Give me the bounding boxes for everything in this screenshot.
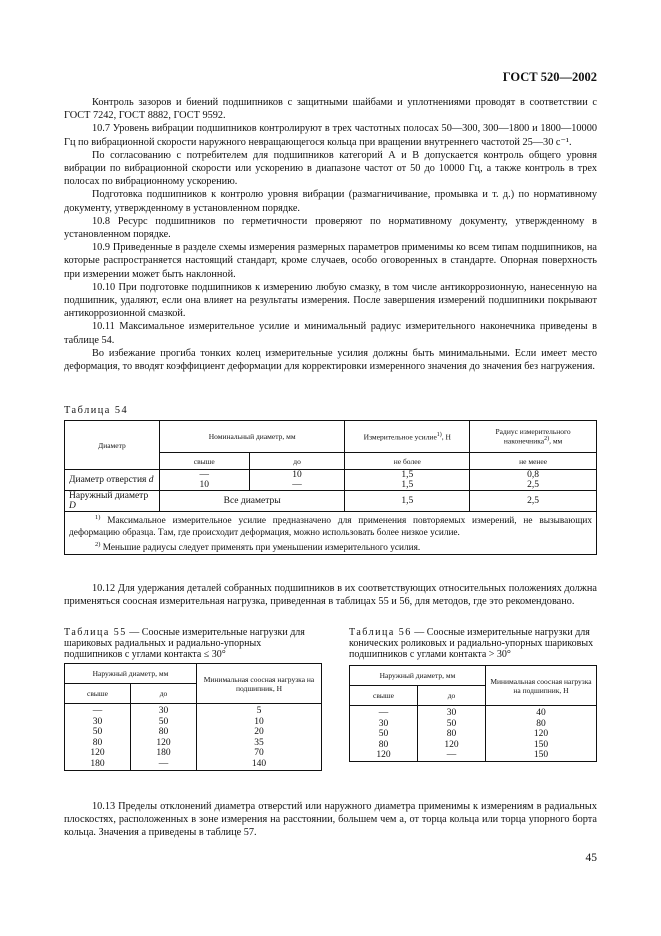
cell-value: 10 [199,480,210,490]
paragraph: 10.13 Пределы отклонений диаметра отверстий или наружного диаметра применимы к измерениям в радиальных плоскостях, расположенных в зоне измерения на расстоянии, большем чем а, от торца кольца или торца упорного борта кольца. Значения а приведены в таблице 57. [64,801,597,839]
cell-value: 30 [446,708,457,718]
header-force [345,421,470,453]
cell-value: — [378,708,389,718]
paragraph: 10.11 Максимальное измерительное усилие и минимальный радиус измерительного наконечника приведены в таблице 54. [64,321,597,346]
cell-all-diameters: Все диаметры [159,491,345,512]
table-54 [64,420,597,555]
header-over: свыше [65,684,131,704]
header-to: до [249,453,345,470]
header-over: свыше [350,686,418,706]
table56-title-text: — Соосные измерительные нагрузки для конических роликовых и радиально-упорных шариковых подшипников с углами контакта > 30° [349,627,594,660]
cell-value: 40 [536,708,546,718]
cell-value: 150 [533,739,549,750]
paragraph: По согласованию с потребителем для подшипников категорий А и В допускается контроль общего уровня вибрации по вибрационной скорости или ускорению в диапазоне частот от 50 до 10000 Гц, а также контроль в трех полосах по вибрационному ускорению. [64,149,597,188]
column-over [65,704,131,771]
table-56-block [349,627,597,762]
table54-caption: Таблица 54 [64,405,129,416]
footnote-ref-1: 1) [436,431,442,438]
body-text-top [64,96,597,373]
cell-value: 120 [533,729,549,740]
header-outer: Наружный диаметр, мм [65,664,197,684]
header-to: до [418,686,486,706]
page-number: 45 [585,852,597,864]
cell-value: 50 [92,727,103,738]
cell-value: 10 [254,716,264,727]
footnote-text: Меньшие радиусы следует применять при уменьшении измерительного усилия. [100,543,421,554]
cell-value: 50 [158,716,169,727]
header-radius-unit: , мм [549,436,563,446]
cell-value: 80 [92,737,103,748]
header-radius [470,421,597,453]
table-55-block [64,627,322,771]
cell-value: 120 [156,737,171,748]
header-load: Минимальная соосная нагрузка на подшипник, Н [486,666,597,706]
paragraph: Контроль зазоров и биений подшипников с защитными шайбами и уплотнениями проводят в соответствии с ГОСТ 7242, ГОСТ 8882, ГОСТ 9592. [64,97,597,122]
cell-value: — [199,470,210,480]
cell-value: — [446,750,457,761]
column-to [131,704,197,771]
cell-value: 70 [254,748,264,759]
standard-header: ГОСТ 520—2002 [502,70,597,84]
header-radius-label: Радиус измерительного наконечника [495,427,571,446]
cell-radius: 2,5 [470,491,597,512]
table-56 [349,665,597,762]
paragraph-10-13 [64,800,597,840]
cell-value: 1,5 [401,480,414,490]
header-nomore: не более [345,453,470,470]
header-outer: Наружный диаметр, мм [350,666,486,686]
column-to [418,706,486,762]
cell-value: 30 [158,706,169,716]
cell-value: 180 [156,748,171,759]
cell-value: 180 [90,758,105,769]
cell-value: 80 [536,718,546,729]
cell-value: 1,5 [401,470,414,480]
cell-value: 0,8 [527,470,540,480]
column-load [486,706,597,762]
table56-title [349,627,597,660]
data-columns [350,706,597,762]
row-outer-var: D [69,501,76,511]
cell-value: 80 [378,739,389,750]
footnote-ref-2: 2) [544,436,550,443]
cell-value: — [292,480,302,490]
cell-value: 80 [158,727,169,738]
row-outer-label [65,491,160,512]
footnote-2 [69,539,592,554]
header-noless: не менее [470,453,597,470]
table55-title [64,627,322,660]
footnote-mark: 2) [95,541,101,549]
cell-radius [470,470,597,491]
header-force-unit: , Н [441,432,451,442]
paragraph: 10.12 Для удержания деталей собранных подшипников в их соответствующих относительных положениях должна применяться соосная измерительная нагрузка, приведенная в таблицах 55 и 56, для методов, где это рекомендовано. [64,583,597,608]
cell-force: 1,5 [345,491,470,512]
cell-value: 50 [446,718,457,729]
header-over: свыше [159,453,249,470]
row-bore-label [65,470,160,491]
paragraph-10-12 [64,582,597,608]
paragraph: 10.8 Ресурс подшипников по герметичности проверяют по нормативному документу, утвержденному в установленном порядке. [64,215,597,241]
header-force-label: Измерительное усилие [363,432,437,442]
footnote-text: Максимальное измерительное усилие предназначено для применения повторяемых измерений, не вызывающих деформацию образца. Там, где происходит деформация, можно использовать более низкое усилие. [69,516,592,539]
paragraph: 10.10 При подготовке подшипников к измерению любую смазку, в том числе антикоррозионную, нанесенную на подшипник, удаляют, если она влияет на результаты измерения. После завершения измерений подшипники покрывают антикоррозионной смазкой. [64,281,597,320]
cell-value: 30 [92,716,103,727]
column-over [350,706,418,762]
header-to: до [131,684,197,704]
footnote-mark: 1) [95,514,101,521]
table-55 [64,663,322,771]
row-outer-text: Наружный диаметр [69,491,149,501]
table55-title-text: — Соосные измерительные нагрузки для шариковых радиальных и радиально-упорных подшипников с углами контакта ≤ 30° [64,627,305,660]
cell-value: 20 [254,727,264,738]
cell-value: 5 [256,706,262,716]
header-diameter: Диаметр [65,421,160,470]
data-columns [65,704,322,771]
cell-over [159,470,249,491]
header-nominal: Номинальный диаметр, мм [159,421,345,453]
cell-value: 120 [90,748,105,759]
cell-value: 120 [444,739,459,750]
cell-value: — [158,758,169,769]
table55-label: Таблица 55 [64,627,127,638]
paragraph: 10.9 Приведенные в разделе схемы измерения размерных параметров применимы ко всем типам подшипников, на которые распространяется настоящий стандарт, кроме случаев, особо оговоренных в стандарте. Опорная поверхность при измерении может быть наклонной. [64,242,597,280]
cell-value: 10 [292,470,302,480]
cell-to [249,470,345,491]
paragraph: 10.7 Уровень вибрации подшипников контролируют в трех частотных полосах 50—300, 300—1800 и 1800—10000 Гц по вибрационной скорости наружного невращающегося кольца при вращении внутреннего частотой 25—30 с⁻¹. [64,123,597,148]
cell-force [345,470,470,491]
paragraph: Во избежание прогиба тонких колец измерительные усилия должны быть минимальными. Если имеет место деформация, то вводят коэффициент деформации для корректировки измеренного значения до значения без нагружения. [64,347,597,373]
cell-value: 35 [254,737,264,748]
table54-footnotes [65,512,597,555]
column-load [197,704,322,771]
table56-label: Таблица 56 [349,627,412,638]
header-load: Минимальная соосная нагрузка на подшипник, Н [197,664,322,704]
cell-value: 140 [251,758,267,769]
cell-value: 80 [446,729,457,740]
cell-value: 2,5 [527,480,540,490]
row-bore-var: d [148,475,154,485]
cell-value: 150 [533,750,549,761]
cell-value: — [92,706,103,716]
cell-value: 120 [376,750,391,761]
paragraph: Подготовка подшипников к контролю уровня вибрации (размагничивание, промывка и т. д.) по нормативному документу, утвержденному в установленном порядке. [64,189,597,214]
cell-value: 30 [378,718,389,729]
cell-value: 50 [378,729,389,740]
footnote-1 [69,512,592,539]
row-bore-text: Диаметр отверстия [69,475,147,485]
